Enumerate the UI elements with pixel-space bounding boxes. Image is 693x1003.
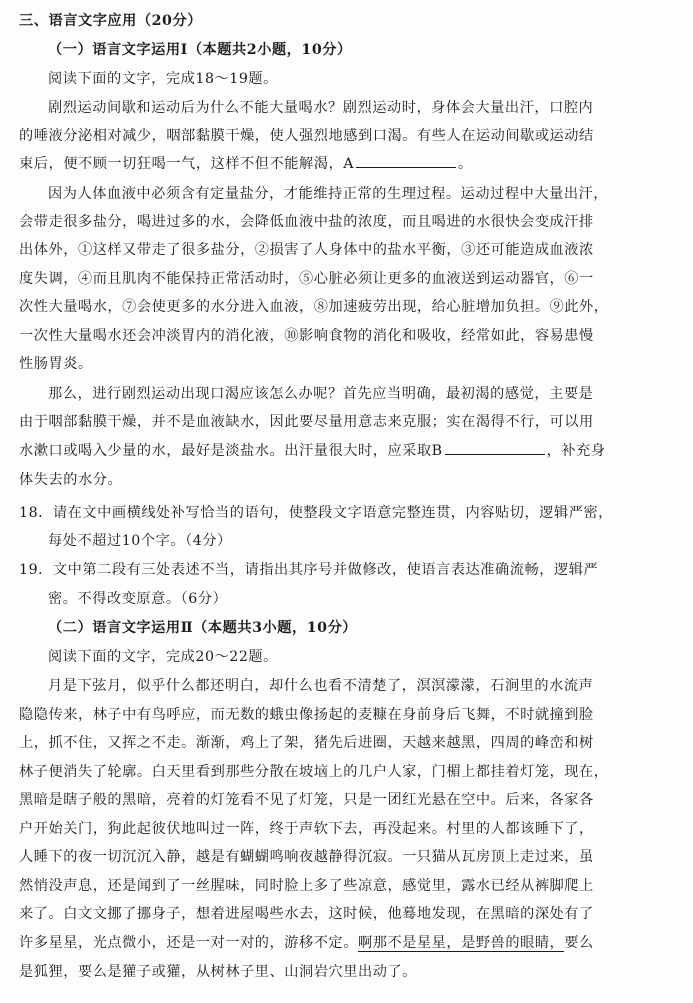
part2-p1-line: 然悄没声息，还是闻到了一丝腥味，同时脸上多了些凉意，感觉里，露水已经从裤脚爬上 bbox=[19, 878, 594, 894]
part2-p1-line: 上，抓不住，又挥之不走。渐渐，鸡上了架，猪先后进圈，天越来越黑，四周的峰峦和树 bbox=[19, 735, 594, 751]
question-19-cont: 密。不得改变原意。（6分） bbox=[48, 591, 228, 607]
part1-p3-last: 体失去的水分。 bbox=[19, 472, 123, 488]
part1-p3-text: 水漱口或喝入少量的水，最好是淡盐水。出汗量很大时，应采取B bbox=[19, 443, 443, 459]
part1-p1-line-last bbox=[19, 154, 473, 174]
blank-a[interactable] bbox=[356, 154, 456, 168]
part2-p1-line: 月是下弦月，似乎什么都还明白，却什么也看不清楚了，溟溟濛濛，石涧里的水流声 bbox=[48, 678, 594, 694]
question-19: 19．文中第二段有三处表述不当，请指出其序号并做修改，使语言表达准确流畅，逻辑严 bbox=[19, 562, 599, 578]
blank-b[interactable] bbox=[445, 441, 545, 455]
underlined-sentence: 啊那不是星星，是野兽的眼睛， bbox=[357, 935, 565, 951]
part2-p1-line: 林子便消失了轮廓。白天里看到那些分散在坡垴上的几户人家，门楣上都挂着灯笼，现在， bbox=[19, 764, 609, 780]
part2-p1-line: 来了。白文文挪了挪身子，想着进屋喝些水去，这时候，他蓦地发现，在黑暗的深处有了 bbox=[19, 906, 594, 922]
part1-p2-line: 出体外，①这样又带走了很多盐分，②损害了人身体中的盐水平衡，③还可能造成血液浓 bbox=[19, 242, 594, 258]
part1-p3-line: 由于咽部黏膜干燥，并不是血液缺水，因此要尽量用意志来克服；实在渴得不行，可以用 bbox=[19, 414, 594, 430]
part1-p1-text: 束后，便不顾一切狂喝一气，这样不但不能解渴，A bbox=[19, 156, 355, 172]
part1-p1-line: 的唾液分泌相对减少，咽部黏膜干燥，使人强烈地感到口渴。有些人在运动间歇或运动结 bbox=[19, 128, 594, 144]
part1-p1-line: 剧烈运动间歇和运动后为什么不能大量喝水？剧烈运动时，身体会大量出汗，口腔内 bbox=[48, 100, 594, 116]
part1-p1-end: 。 bbox=[458, 156, 473, 172]
part2-title: （二）语言文字运用Ⅱ（本题共3小题，10分） bbox=[48, 620, 358, 636]
part2-p1-after: 要么 bbox=[564, 935, 594, 951]
part1-title: （一）语言文字运用Ⅰ（本题共2小题，10分） bbox=[48, 42, 352, 58]
part2-p1-text: 许多星星，光点微小，还是一对一对的，游移不定。 bbox=[19, 935, 358, 951]
part1-p2-line: 次性大量喝水，⑦会使更多的水分进入血液，⑧加速疲劳出现，给心脏增加负担。⑨此外， bbox=[19, 299, 609, 315]
part2-p1-line-underlined bbox=[19, 933, 594, 953]
part1-p2-line: 性肠胃炎。 bbox=[19, 356, 93, 372]
part1-p2-line: 一次性大量喝水还会冲淡胃内的消化液，⑩影响食物的消化和吸收，经常如此，容易患慢 bbox=[19, 328, 594, 344]
part2-p1-line: 人睡下的夜一切沉沉入静，越是有蝴蝴鸣响夜越静得沉寂。一只猫从瓦房顶上走过来，虽 bbox=[19, 849, 594, 865]
part1-instruction: 阅读下面的文字，完成18～19题。 bbox=[48, 71, 278, 87]
part1-p3-line: 那么，进行剧烈运动出现口渴应该怎么办呢？首先应当明确，最初渴的感觉，主要是 bbox=[48, 386, 594, 402]
section-title: 三、语言文字应用（20分） bbox=[19, 13, 202, 29]
part1-p2-line: 度失调，④而且肌肉不能保持正常活动时，⑤心脏必须让更多的血液送到运动器官，⑥一 bbox=[19, 271, 594, 287]
part2-p1-line: 黑暗是瞎子般的黑暗，亮着的灯笼看不见了灯笼，只是一团红光悬在空中。后来，各家各 bbox=[19, 792, 594, 808]
part1-p3-line-b bbox=[19, 441, 606, 461]
question-18: 18．请在文中画横线处补写恰当的语句，使整段文字语意完整连贯，内容贴切，逻辑严密， bbox=[19, 505, 613, 521]
part2-p1-line: 隐隐传来，林子中有鸟呼应，而无数的蛾虫像扬起的麦糠在身前身后飞舞，不时就撞到脸 bbox=[19, 707, 594, 723]
part1-p2-line: 会带走很多盐分，喝进过多的水，会降低血液中盐的浓度，而且喝进的水很快会变成汗排 bbox=[19, 214, 594, 230]
part2-instruction: 阅读下面的文字，完成20～22题。 bbox=[48, 649, 278, 665]
part1-p2-line: 因为人体血液中必须含有定量盐分，才能维持正常的生理过程。运动过程中大量出汗， bbox=[48, 186, 609, 202]
part2-p1-last: 是狐狸，要么是獾子或獾，从树林子里、山洞岩穴里出动了。 bbox=[19, 964, 417, 980]
part1-p3-end: ，补充身 bbox=[546, 443, 606, 459]
part2-p1-line: 户开始关门，狗此起彼伏地叫过一阵，终于声软下去，再没起来。村里的人都该睡下了， bbox=[19, 821, 594, 837]
question-18-cont: 每处不超过10个字。（4分） bbox=[48, 533, 232, 549]
